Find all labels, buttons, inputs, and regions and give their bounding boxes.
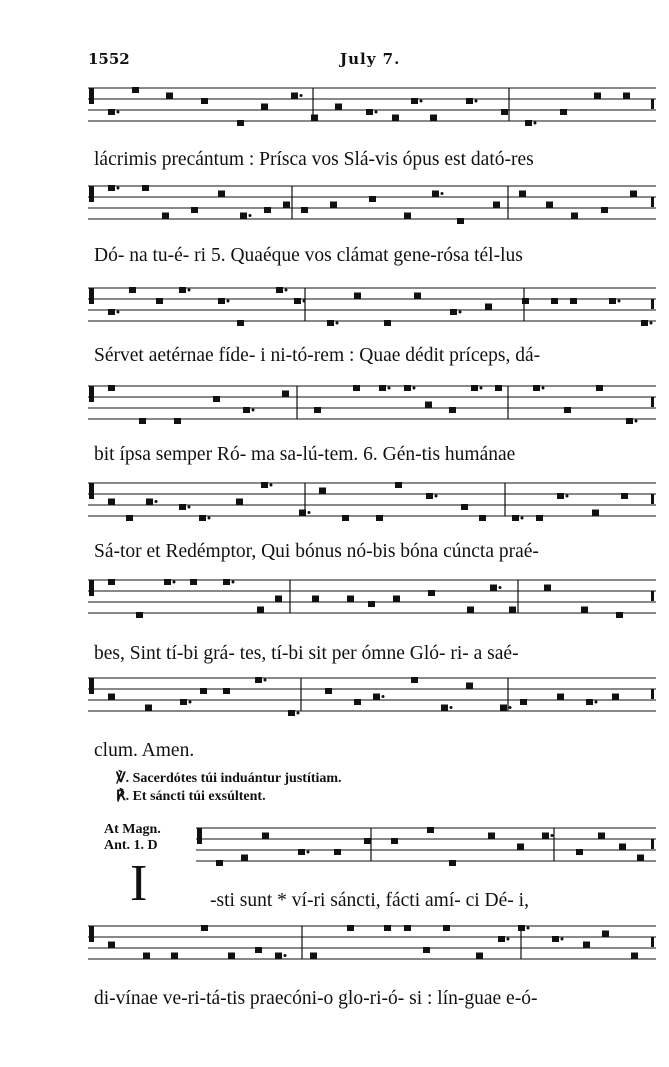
drop-cap-initial: I [130, 855, 148, 912]
neume [262, 833, 269, 839]
neume [243, 407, 250, 413]
neume [342, 515, 349, 521]
mora-dot [475, 100, 478, 103]
mora-dot [307, 851, 310, 854]
mora-dot [450, 706, 453, 709]
neume [479, 515, 486, 521]
mora-dot [375, 111, 378, 114]
c-clef-icon [89, 926, 94, 942]
neume [546, 202, 553, 208]
mora-dot [551, 834, 554, 837]
neume [166, 93, 173, 99]
neume [301, 207, 308, 213]
neume [450, 309, 457, 315]
mora-dot [117, 111, 120, 114]
neume [626, 418, 633, 424]
neume [257, 607, 264, 613]
neume [237, 120, 244, 126]
neume [443, 925, 450, 931]
mora-dot [459, 311, 462, 314]
neume [376, 515, 383, 521]
c-clef-icon [89, 483, 94, 499]
custos-icon [651, 839, 654, 849]
antiphon-label-line: At Magn. [104, 822, 161, 837]
neume [517, 844, 524, 850]
neume [509, 607, 516, 613]
neume [501, 109, 508, 115]
mora-dot [542, 387, 545, 390]
mora-dot [208, 517, 211, 520]
neume [180, 699, 187, 705]
lyric-line: Sá-tor et Redémptor, Qui bónus nó-bis bóna cúncta praé- [94, 541, 539, 562]
neume [432, 191, 439, 197]
neume [441, 705, 448, 711]
neume [520, 699, 527, 705]
neume [319, 488, 326, 494]
neume [354, 293, 361, 299]
neume [393, 596, 400, 602]
neume [142, 185, 149, 191]
music-staff [88, 380, 656, 424]
neume [392, 115, 399, 121]
neume [223, 688, 230, 694]
neume [571, 213, 578, 219]
c-clef-icon [89, 288, 94, 304]
neume [621, 493, 628, 499]
neume [179, 504, 186, 510]
neume [373, 694, 380, 700]
custos-icon [651, 591, 654, 601]
neume [404, 925, 411, 931]
c-clef-icon [89, 678, 94, 694]
neume [423, 947, 430, 953]
neume [630, 191, 637, 197]
mora-dot [189, 701, 192, 704]
neume [519, 191, 526, 197]
mora-dot [227, 300, 230, 303]
neume [449, 407, 456, 413]
neume [366, 109, 373, 115]
custos-icon [651, 689, 654, 699]
mora-dot [188, 289, 191, 292]
neume [283, 202, 290, 208]
neume [136, 612, 143, 618]
neume [467, 607, 474, 613]
neume [466, 683, 473, 689]
neume [395, 482, 402, 488]
neume [334, 849, 341, 855]
neume [425, 402, 432, 408]
neume [485, 304, 492, 310]
response-text: ℟. Et sáncti túi exsúltent. [116, 789, 266, 804]
neume [190, 579, 197, 585]
mora-dot [336, 322, 339, 325]
neume [379, 385, 386, 391]
c-clef-icon [197, 828, 202, 844]
neume [369, 196, 376, 202]
neume [594, 93, 601, 99]
mora-dot [480, 387, 483, 390]
mora-dot [117, 187, 120, 190]
neume [404, 385, 411, 391]
neume [200, 688, 207, 694]
neume [236, 499, 243, 505]
lyric-line: lácrimis precántum : Prísca vos Slá-vis ópus est dató-res [94, 149, 534, 170]
lyric-line: bit ípsa semper Ró- ma sa-lú-tem. 6. Gén-tis humánae [94, 444, 516, 465]
mora-dot [297, 712, 300, 715]
neume [240, 213, 247, 219]
neume [576, 849, 583, 855]
neume [335, 104, 342, 110]
neume [174, 418, 181, 424]
mora-dot [618, 300, 621, 303]
neume [619, 844, 626, 850]
neume [275, 953, 282, 959]
neume [201, 98, 208, 104]
neume [525, 120, 532, 126]
neume [191, 207, 198, 213]
neume [314, 407, 321, 413]
neume [560, 109, 567, 115]
mora-dot [249, 214, 252, 217]
neume [542, 833, 549, 839]
mora-dot [388, 387, 391, 390]
c-clef-icon [89, 386, 94, 402]
neume [623, 93, 630, 99]
mora-dot [382, 695, 385, 698]
mora-dot [509, 706, 512, 709]
neume [143, 953, 150, 959]
neume [404, 213, 411, 219]
mora-dot [566, 495, 569, 498]
lyric-line: Sérvet aetérnae fíde- i ni-tó-rem : Quae dédit príceps, dá- [94, 345, 541, 366]
neume [276, 287, 283, 293]
neume [364, 838, 371, 844]
music-staff [196, 822, 656, 866]
neume [581, 607, 588, 613]
lyric-line: clum. Amen. [94, 740, 195, 761]
neume [213, 396, 220, 402]
neume [261, 104, 268, 110]
neume [609, 298, 616, 304]
neume [551, 298, 558, 304]
mora-dot [499, 586, 502, 589]
c-clef-icon [89, 186, 94, 202]
neume [427, 827, 434, 833]
neume [471, 385, 478, 391]
custos-icon [651, 299, 654, 309]
neume [108, 942, 115, 948]
neume [218, 298, 225, 304]
mora-dot [650, 322, 653, 325]
neume [500, 705, 507, 711]
neume [108, 385, 115, 391]
music-staff [88, 920, 656, 964]
neume [108, 694, 115, 700]
neume [108, 185, 115, 191]
neume [457, 218, 464, 224]
neume [426, 493, 433, 499]
neume [129, 287, 136, 293]
mora-dot [252, 409, 255, 412]
neume [411, 677, 418, 683]
neume [108, 109, 115, 115]
neume [146, 499, 153, 505]
neume [291, 93, 298, 99]
neume [476, 953, 483, 959]
neume [641, 320, 648, 326]
neume [601, 207, 608, 213]
neume [449, 860, 456, 866]
neume [411, 98, 418, 104]
mora-dot [308, 511, 311, 514]
neume [171, 953, 178, 959]
neume [391, 838, 398, 844]
neume [108, 309, 115, 315]
neume [216, 860, 223, 866]
music-staff [88, 180, 656, 224]
mora-dot [595, 701, 598, 704]
neume [162, 213, 169, 219]
mora-dot [270, 484, 273, 487]
neume [564, 407, 571, 413]
neume [241, 855, 248, 861]
neume [533, 385, 540, 391]
neume [164, 579, 171, 585]
neume [498, 936, 505, 942]
mora-dot [441, 192, 444, 195]
neume [288, 710, 295, 716]
mora-dot [635, 420, 638, 423]
page-number: 1552 [88, 50, 130, 68]
neume [557, 694, 564, 700]
c-clef-icon [89, 88, 94, 104]
neume [512, 515, 519, 521]
mora-dot [117, 311, 120, 314]
neume [310, 953, 317, 959]
neume [414, 293, 421, 299]
custos-icon [651, 937, 654, 947]
neume [490, 585, 497, 591]
c-clef-icon [89, 580, 94, 596]
neume [583, 942, 590, 948]
mora-dot [435, 495, 438, 498]
neume [430, 115, 437, 121]
neume [255, 947, 262, 953]
neume [132, 87, 139, 93]
neume [570, 298, 577, 304]
neume [384, 320, 391, 326]
mora-dot [561, 938, 564, 941]
neume [325, 688, 332, 694]
neume [493, 202, 500, 208]
neume [637, 855, 644, 861]
neume [354, 699, 361, 705]
neume [488, 833, 495, 839]
versicle-text: ℣. Sacerdótes túi induántur justítiam. [116, 771, 342, 786]
neume [631, 953, 638, 959]
custos-icon [651, 197, 654, 207]
mora-dot [413, 387, 416, 390]
music-staff [88, 574, 656, 618]
neume [228, 953, 235, 959]
neume [261, 482, 268, 488]
mora-dot [285, 289, 288, 292]
neume [199, 515, 206, 521]
custos-icon [651, 99, 654, 109]
neume [428, 590, 435, 596]
neume [602, 931, 609, 937]
lyric-line: bes, Sint tí-bi grá- tes, tí-bi sit per ómne Gló- ri- a saé- [94, 643, 519, 664]
neume [282, 391, 289, 397]
neume [311, 115, 318, 121]
neume [466, 98, 473, 104]
neume [108, 499, 115, 505]
mora-dot [232, 581, 235, 584]
neume [522, 298, 529, 304]
neume [327, 320, 334, 326]
neume [145, 705, 152, 711]
mora-dot [521, 517, 524, 520]
mora-dot [188, 506, 191, 509]
mora-dot [284, 954, 287, 957]
mora-dot [534, 122, 537, 125]
antiphon-mode-line: Ant. 1. D [104, 838, 158, 853]
neume [495, 385, 502, 391]
neume [384, 925, 391, 931]
neume [544, 585, 551, 591]
neume [179, 287, 186, 293]
mora-dot [155, 500, 158, 503]
neume [275, 596, 282, 602]
neume [347, 596, 354, 602]
neume [353, 385, 360, 391]
neume [586, 699, 593, 705]
neume [255, 677, 262, 683]
mora-dot [420, 100, 423, 103]
custos-icon [651, 494, 654, 504]
neume [461, 504, 468, 510]
mora-dot [264, 679, 267, 682]
mora-dot [527, 927, 530, 930]
neume [294, 298, 301, 304]
neume [298, 849, 305, 855]
neume [598, 833, 605, 839]
neume [223, 579, 230, 585]
mora-dot [507, 938, 510, 941]
neume [616, 612, 623, 618]
lyric-line: di-vínae ve-ri-tá-tis praecóni-o glo-ri-ó- si : lín-guae e-ó- [94, 988, 538, 1009]
neume [264, 207, 271, 213]
mora-dot [173, 581, 176, 584]
music-staff [88, 672, 656, 716]
neume [156, 298, 163, 304]
neume [218, 191, 225, 197]
neume [330, 202, 337, 208]
neume [368, 601, 375, 607]
neume [312, 596, 319, 602]
lyric-line: -sti sunt * ví-ri sáncti, fácti amí- ci Dé- i, [210, 890, 529, 911]
lyric-line: Dó- na tu-é- ri 5. Quaéque vos clámat gene-rósa tél-lus [94, 245, 523, 266]
antiphon-label [104, 822, 161, 854]
neume [237, 320, 244, 326]
music-staff [88, 477, 656, 521]
mora-dot [300, 94, 303, 97]
neume [557, 493, 564, 499]
neume [536, 515, 543, 521]
neume [592, 510, 599, 516]
neume [612, 694, 619, 700]
neume [139, 418, 146, 424]
music-staff [88, 282, 656, 326]
neume [108, 579, 115, 585]
neume [201, 925, 208, 931]
music-staff [88, 82, 656, 126]
neume [347, 925, 354, 931]
neume [126, 515, 133, 521]
neume [552, 936, 559, 942]
neume [596, 385, 603, 391]
custos-icon [651, 397, 654, 407]
page-date-header: July 7. [340, 50, 401, 68]
